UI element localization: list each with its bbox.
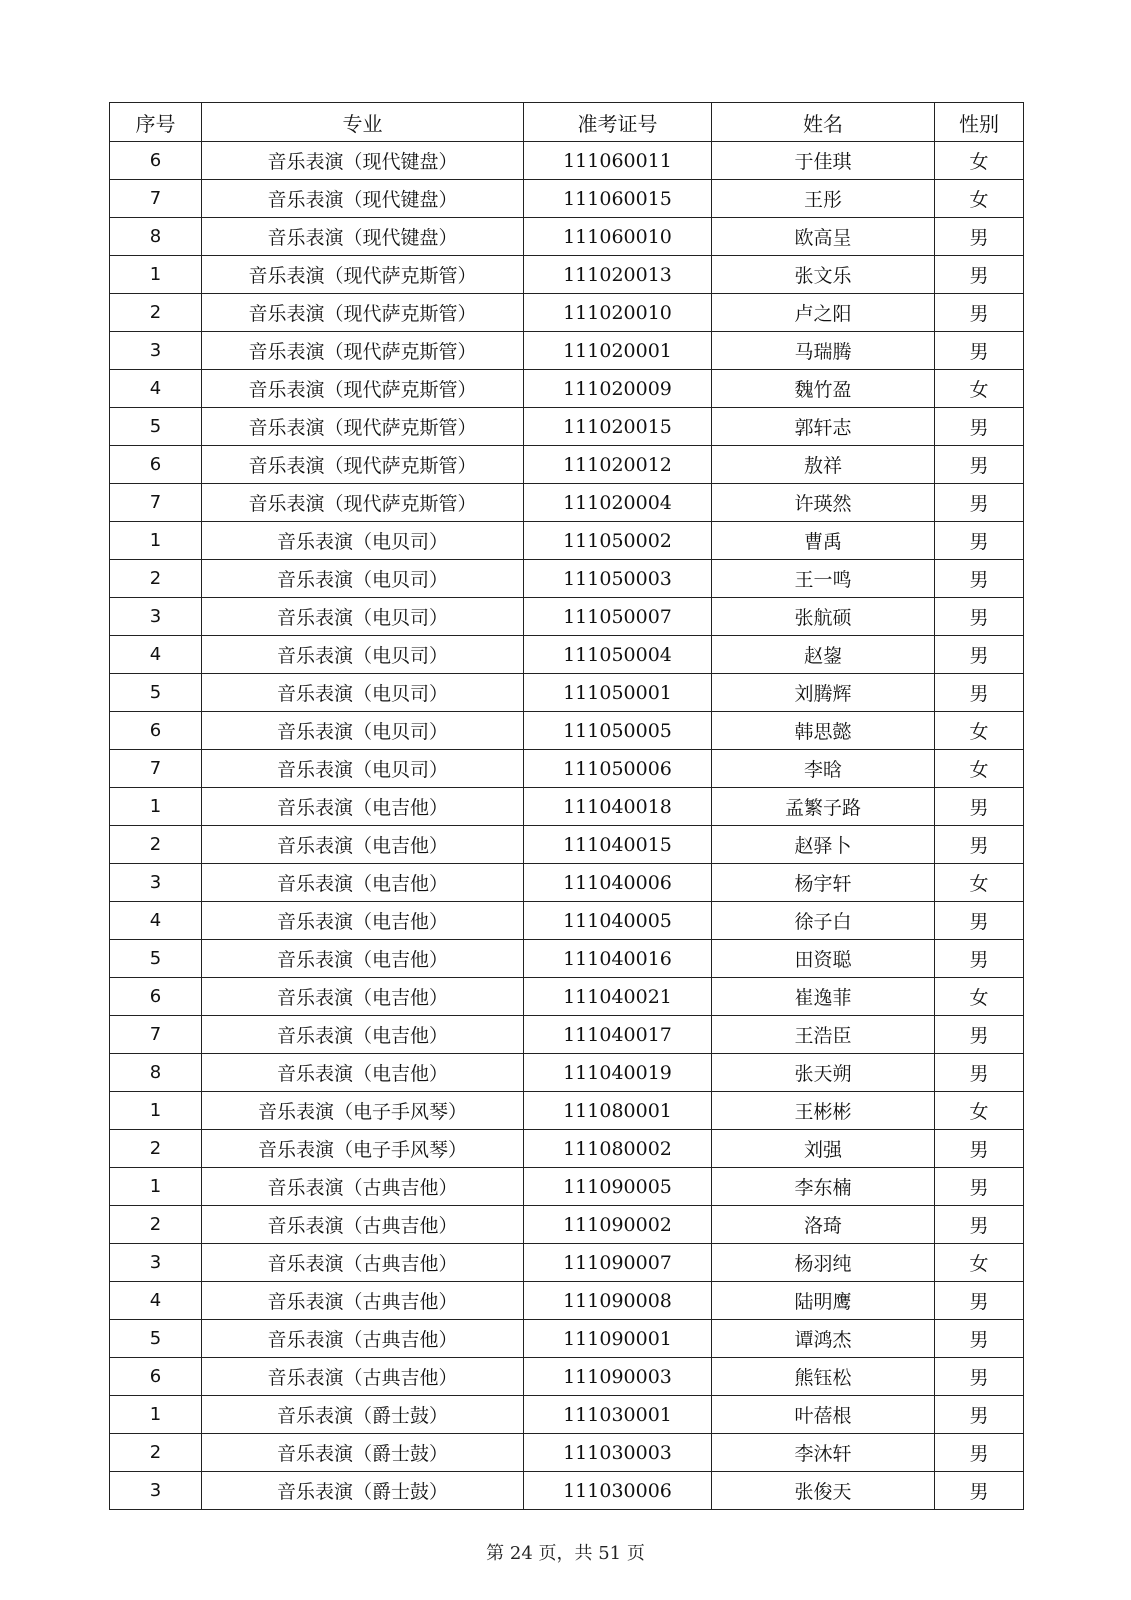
cell-gender: 男 bbox=[935, 674, 1024, 712]
cell-major: 音乐表演（电吉他） bbox=[202, 940, 524, 978]
table-row bbox=[110, 864, 1024, 902]
cell-major: 音乐表演（现代萨克斯管） bbox=[202, 484, 524, 522]
cell-seq: 6 bbox=[110, 1358, 202, 1396]
table-row bbox=[110, 1130, 1024, 1168]
cell-gender: 男 bbox=[935, 1130, 1024, 1168]
cell-exam-id: 111050007 bbox=[524, 598, 712, 636]
cell-gender: 女 bbox=[935, 864, 1024, 902]
cell-gender: 男 bbox=[935, 484, 1024, 522]
cell-name: 杨羽纯 bbox=[712, 1244, 935, 1282]
cell-exam-id: 111090007 bbox=[524, 1244, 712, 1282]
cell-exam-id: 111020009 bbox=[524, 370, 712, 408]
cell-seq: 8 bbox=[110, 218, 202, 256]
cell-name: 张文乐 bbox=[712, 256, 935, 294]
cell-name: 李沐轩 bbox=[712, 1434, 935, 1472]
cell-gender: 男 bbox=[935, 1472, 1024, 1510]
table-row bbox=[110, 218, 1024, 256]
cell-seq: 4 bbox=[110, 1282, 202, 1320]
cell-major: 音乐表演（爵士鼓） bbox=[202, 1472, 524, 1510]
cell-seq: 4 bbox=[110, 636, 202, 674]
cell-name: 欧高呈 bbox=[712, 218, 935, 256]
cell-exam-id: 111040017 bbox=[524, 1016, 712, 1054]
cell-exam-id: 111030001 bbox=[524, 1396, 712, 1434]
header-major: 专业 bbox=[202, 103, 524, 142]
cell-seq: 3 bbox=[110, 1472, 202, 1510]
cell-major: 音乐表演（电贝司） bbox=[202, 750, 524, 788]
cell-seq: 1 bbox=[110, 1396, 202, 1434]
cell-major: 音乐表演（电吉他） bbox=[202, 978, 524, 1016]
cell-major: 音乐表演（现代键盘） bbox=[202, 180, 524, 218]
cell-seq: 3 bbox=[110, 332, 202, 370]
cell-name: 张航硕 bbox=[712, 598, 935, 636]
header-seq: 序号 bbox=[110, 103, 202, 142]
cell-seq: 5 bbox=[110, 674, 202, 712]
table-row bbox=[110, 1168, 1024, 1206]
cell-name: 马瑞腾 bbox=[712, 332, 935, 370]
table-row bbox=[110, 712, 1024, 750]
cell-seq: 2 bbox=[110, 1434, 202, 1472]
cell-name: 王浩臣 bbox=[712, 1016, 935, 1054]
table-row bbox=[110, 636, 1024, 674]
cell-exam-id: 111020012 bbox=[524, 446, 712, 484]
cell-exam-id: 111090008 bbox=[524, 1282, 712, 1320]
cell-gender: 男 bbox=[935, 1168, 1024, 1206]
cell-major: 音乐表演（电贝司） bbox=[202, 560, 524, 598]
table-row bbox=[110, 1054, 1024, 1092]
cell-gender: 男 bbox=[935, 218, 1024, 256]
table-row bbox=[110, 902, 1024, 940]
cell-exam-id: 111050004 bbox=[524, 636, 712, 674]
cell-major: 音乐表演（电贝司） bbox=[202, 636, 524, 674]
cell-seq: 8 bbox=[110, 1054, 202, 1092]
cell-name: 谭鸿杰 bbox=[712, 1320, 935, 1358]
cell-gender: 女 bbox=[935, 712, 1024, 750]
cell-gender: 男 bbox=[935, 826, 1024, 864]
cell-name: 王一鸣 bbox=[712, 560, 935, 598]
cell-gender: 男 bbox=[935, 1206, 1024, 1244]
table-row bbox=[110, 826, 1024, 864]
cell-gender: 男 bbox=[935, 522, 1024, 560]
cell-gender: 男 bbox=[935, 256, 1024, 294]
cell-seq: 7 bbox=[110, 1016, 202, 1054]
cell-seq: 1 bbox=[110, 256, 202, 294]
cell-gender: 男 bbox=[935, 636, 1024, 674]
table-row bbox=[110, 1016, 1024, 1054]
cell-name: 许瑛然 bbox=[712, 484, 935, 522]
cell-seq: 6 bbox=[110, 446, 202, 484]
cell-exam-id: 111040015 bbox=[524, 826, 712, 864]
cell-gender: 女 bbox=[935, 142, 1024, 180]
cell-seq: 1 bbox=[110, 522, 202, 560]
cell-gender: 男 bbox=[935, 1054, 1024, 1092]
table-row bbox=[110, 180, 1024, 218]
cell-exam-id: 111040006 bbox=[524, 864, 712, 902]
cell-exam-id: 111050003 bbox=[524, 560, 712, 598]
cell-exam-id: 111040005 bbox=[524, 902, 712, 940]
cell-gender: 男 bbox=[935, 1016, 1024, 1054]
cell-name: 于佳琪 bbox=[712, 142, 935, 180]
cell-major: 音乐表演（古典吉他） bbox=[202, 1358, 524, 1396]
cell-exam-id: 111030003 bbox=[524, 1434, 712, 1472]
cell-exam-id: 111030006 bbox=[524, 1472, 712, 1510]
cell-major: 音乐表演（古典吉他） bbox=[202, 1206, 524, 1244]
header-name: 姓名 bbox=[712, 103, 935, 142]
table-row bbox=[110, 294, 1024, 332]
cell-seq: 2 bbox=[110, 1206, 202, 1244]
table-row bbox=[110, 1472, 1024, 1510]
cell-gender: 男 bbox=[935, 1434, 1024, 1472]
cell-exam-id: 111090003 bbox=[524, 1358, 712, 1396]
cell-seq: 3 bbox=[110, 598, 202, 636]
cell-name: 李东楠 bbox=[712, 1168, 935, 1206]
cell-seq: 3 bbox=[110, 864, 202, 902]
table-row bbox=[110, 940, 1024, 978]
cell-exam-id: 111050001 bbox=[524, 674, 712, 712]
cell-major: 音乐表演（电贝司） bbox=[202, 598, 524, 636]
cell-major: 音乐表演（现代键盘） bbox=[202, 142, 524, 180]
cell-name: 敖祥 bbox=[712, 446, 935, 484]
cell-exam-id: 111020015 bbox=[524, 408, 712, 446]
cell-gender: 女 bbox=[935, 750, 1024, 788]
cell-exam-id: 111080002 bbox=[524, 1130, 712, 1168]
table-row bbox=[110, 598, 1024, 636]
cell-major: 音乐表演（电吉他） bbox=[202, 788, 524, 826]
cell-seq: 7 bbox=[110, 180, 202, 218]
cell-gender: 男 bbox=[935, 1358, 1024, 1396]
cell-seq: 6 bbox=[110, 978, 202, 1016]
cell-gender: 男 bbox=[935, 1282, 1024, 1320]
cell-major: 音乐表演（爵士鼓） bbox=[202, 1434, 524, 1472]
cell-seq: 2 bbox=[110, 1130, 202, 1168]
cell-gender: 男 bbox=[935, 1396, 1024, 1434]
table-row bbox=[110, 446, 1024, 484]
table-row bbox=[110, 1244, 1024, 1282]
cell-major: 音乐表演（现代萨克斯管） bbox=[202, 370, 524, 408]
cell-gender: 男 bbox=[935, 446, 1024, 484]
cell-exam-id: 111040021 bbox=[524, 978, 712, 1016]
cell-name: 赵驿卜 bbox=[712, 826, 935, 864]
cell-seq: 7 bbox=[110, 484, 202, 522]
cell-name: 杨宇轩 bbox=[712, 864, 935, 902]
cell-exam-id: 111040018 bbox=[524, 788, 712, 826]
cell-gender: 女 bbox=[935, 1092, 1024, 1130]
cell-seq: 5 bbox=[110, 408, 202, 446]
cell-major: 音乐表演（电子手风琴） bbox=[202, 1092, 524, 1130]
table-body bbox=[110, 142, 1024, 1510]
cell-name: 张俊天 bbox=[712, 1472, 935, 1510]
cell-name: 洛琦 bbox=[712, 1206, 935, 1244]
header-exam-id: 准考证号 bbox=[524, 103, 712, 142]
cell-major: 音乐表演（现代键盘） bbox=[202, 218, 524, 256]
cell-name: 徐子白 bbox=[712, 902, 935, 940]
cell-name: 赵鋆 bbox=[712, 636, 935, 674]
cell-exam-id: 111050006 bbox=[524, 750, 712, 788]
cell-gender: 女 bbox=[935, 1244, 1024, 1282]
table-row bbox=[110, 1092, 1024, 1130]
cell-gender: 男 bbox=[935, 332, 1024, 370]
cell-gender: 男 bbox=[935, 1320, 1024, 1358]
cell-major: 音乐表演（古典吉他） bbox=[202, 1320, 524, 1358]
cell-gender: 女 bbox=[935, 978, 1024, 1016]
cell-seq: 1 bbox=[110, 788, 202, 826]
table-row bbox=[110, 674, 1024, 712]
table-row bbox=[110, 978, 1024, 1016]
cell-seq: 1 bbox=[110, 1168, 202, 1206]
cell-seq: 4 bbox=[110, 370, 202, 408]
header-gender: 性别 bbox=[935, 103, 1024, 142]
table-row bbox=[110, 142, 1024, 180]
cell-exam-id: 111060015 bbox=[524, 180, 712, 218]
table-row bbox=[110, 1282, 1024, 1320]
cell-major: 音乐表演（电吉他） bbox=[202, 1054, 524, 1092]
cell-name: 郭轩志 bbox=[712, 408, 935, 446]
cell-major: 音乐表演（爵士鼓） bbox=[202, 1396, 524, 1434]
cell-seq: 2 bbox=[110, 826, 202, 864]
cell-gender: 男 bbox=[935, 902, 1024, 940]
table-row bbox=[110, 1320, 1024, 1358]
cell-major: 音乐表演（电吉他） bbox=[202, 826, 524, 864]
table-row bbox=[110, 332, 1024, 370]
cell-gender: 女 bbox=[935, 370, 1024, 408]
cell-exam-id: 111020013 bbox=[524, 256, 712, 294]
cell-name: 刘强 bbox=[712, 1130, 935, 1168]
cell-major: 音乐表演（古典吉他） bbox=[202, 1282, 524, 1320]
table-row bbox=[110, 256, 1024, 294]
table-row bbox=[110, 1358, 1024, 1396]
cell-major: 音乐表演（电吉他） bbox=[202, 902, 524, 940]
cell-gender: 男 bbox=[935, 294, 1024, 332]
cell-name: 熊钰松 bbox=[712, 1358, 935, 1396]
cell-name: 卢之阳 bbox=[712, 294, 935, 332]
cell-exam-id: 111020001 bbox=[524, 332, 712, 370]
table-row bbox=[110, 750, 1024, 788]
cell-seq: 3 bbox=[110, 1244, 202, 1282]
cell-exam-id: 111080001 bbox=[524, 1092, 712, 1130]
cell-exam-id: 111020010 bbox=[524, 294, 712, 332]
cell-major: 音乐表演（现代萨克斯管） bbox=[202, 446, 524, 484]
cell-major: 音乐表演（电吉他） bbox=[202, 1016, 524, 1054]
cell-name: 刘腾辉 bbox=[712, 674, 935, 712]
table-row bbox=[110, 370, 1024, 408]
cell-exam-id: 111090005 bbox=[524, 1168, 712, 1206]
cell-name: 崔逸菲 bbox=[712, 978, 935, 1016]
cell-seq: 2 bbox=[110, 294, 202, 332]
cell-major: 音乐表演（现代萨克斯管） bbox=[202, 294, 524, 332]
cell-major: 音乐表演（现代萨克斯管） bbox=[202, 332, 524, 370]
cell-major: 音乐表演（现代萨克斯管） bbox=[202, 256, 524, 294]
cell-exam-id: 111060010 bbox=[524, 218, 712, 256]
cell-name: 王彤 bbox=[712, 180, 935, 218]
table-row bbox=[110, 560, 1024, 598]
cell-major: 音乐表演（电贝司） bbox=[202, 712, 524, 750]
table-row bbox=[110, 484, 1024, 522]
cell-name: 曹禹 bbox=[712, 522, 935, 560]
cell-gender: 女 bbox=[935, 180, 1024, 218]
cell-name: 张天朔 bbox=[712, 1054, 935, 1092]
cell-name: 叶蓓根 bbox=[712, 1396, 935, 1434]
cell-exam-id: 111040016 bbox=[524, 940, 712, 978]
table-row bbox=[110, 788, 1024, 826]
cell-major: 音乐表演（古典吉他） bbox=[202, 1244, 524, 1282]
cell-name: 田资聪 bbox=[712, 940, 935, 978]
cell-seq: 6 bbox=[110, 142, 202, 180]
cell-seq: 4 bbox=[110, 902, 202, 940]
page-footer: 第 24 页，共 51 页 bbox=[486, 1543, 645, 1564]
cell-gender: 男 bbox=[935, 598, 1024, 636]
table-row bbox=[110, 1434, 1024, 1472]
cell-gender: 男 bbox=[935, 560, 1024, 598]
cell-exam-id: 111060011 bbox=[524, 142, 712, 180]
cell-name: 王彬彬 bbox=[712, 1092, 935, 1130]
cell-name: 陆明鹰 bbox=[712, 1282, 935, 1320]
cell-name: 韩思懿 bbox=[712, 712, 935, 750]
cell-seq: 2 bbox=[110, 560, 202, 598]
table-row bbox=[110, 1396, 1024, 1434]
cell-exam-id: 111050002 bbox=[524, 522, 712, 560]
cell-major: 音乐表演（电吉他） bbox=[202, 864, 524, 902]
cell-exam-id: 111020004 bbox=[524, 484, 712, 522]
candidate-table bbox=[109, 102, 1024, 1510]
cell-major: 音乐表演（古典吉他） bbox=[202, 1168, 524, 1206]
cell-major: 音乐表演（电子手风琴） bbox=[202, 1130, 524, 1168]
cell-exam-id: 111050005 bbox=[524, 712, 712, 750]
cell-seq: 6 bbox=[110, 712, 202, 750]
table-header-row bbox=[110, 103, 1024, 142]
table-row bbox=[110, 1206, 1024, 1244]
cell-exam-id: 111090001 bbox=[524, 1320, 712, 1358]
cell-exam-id: 111040019 bbox=[524, 1054, 712, 1092]
cell-name: 孟繁子路 bbox=[712, 788, 935, 826]
cell-name: 李晗 bbox=[712, 750, 935, 788]
cell-gender: 男 bbox=[935, 408, 1024, 446]
table-row bbox=[110, 522, 1024, 560]
cell-exam-id: 111090002 bbox=[524, 1206, 712, 1244]
cell-seq: 5 bbox=[110, 940, 202, 978]
cell-gender: 男 bbox=[935, 788, 1024, 826]
cell-major: 音乐表演（电贝司） bbox=[202, 522, 524, 560]
cell-gender: 男 bbox=[935, 940, 1024, 978]
cell-major: 音乐表演（现代萨克斯管） bbox=[202, 408, 524, 446]
cell-seq: 5 bbox=[110, 1320, 202, 1358]
table-row bbox=[110, 408, 1024, 446]
cell-name: 魏竹盈 bbox=[712, 370, 935, 408]
cell-major: 音乐表演（电贝司） bbox=[202, 674, 524, 712]
cell-seq: 1 bbox=[110, 1092, 202, 1130]
cell-seq: 7 bbox=[110, 750, 202, 788]
